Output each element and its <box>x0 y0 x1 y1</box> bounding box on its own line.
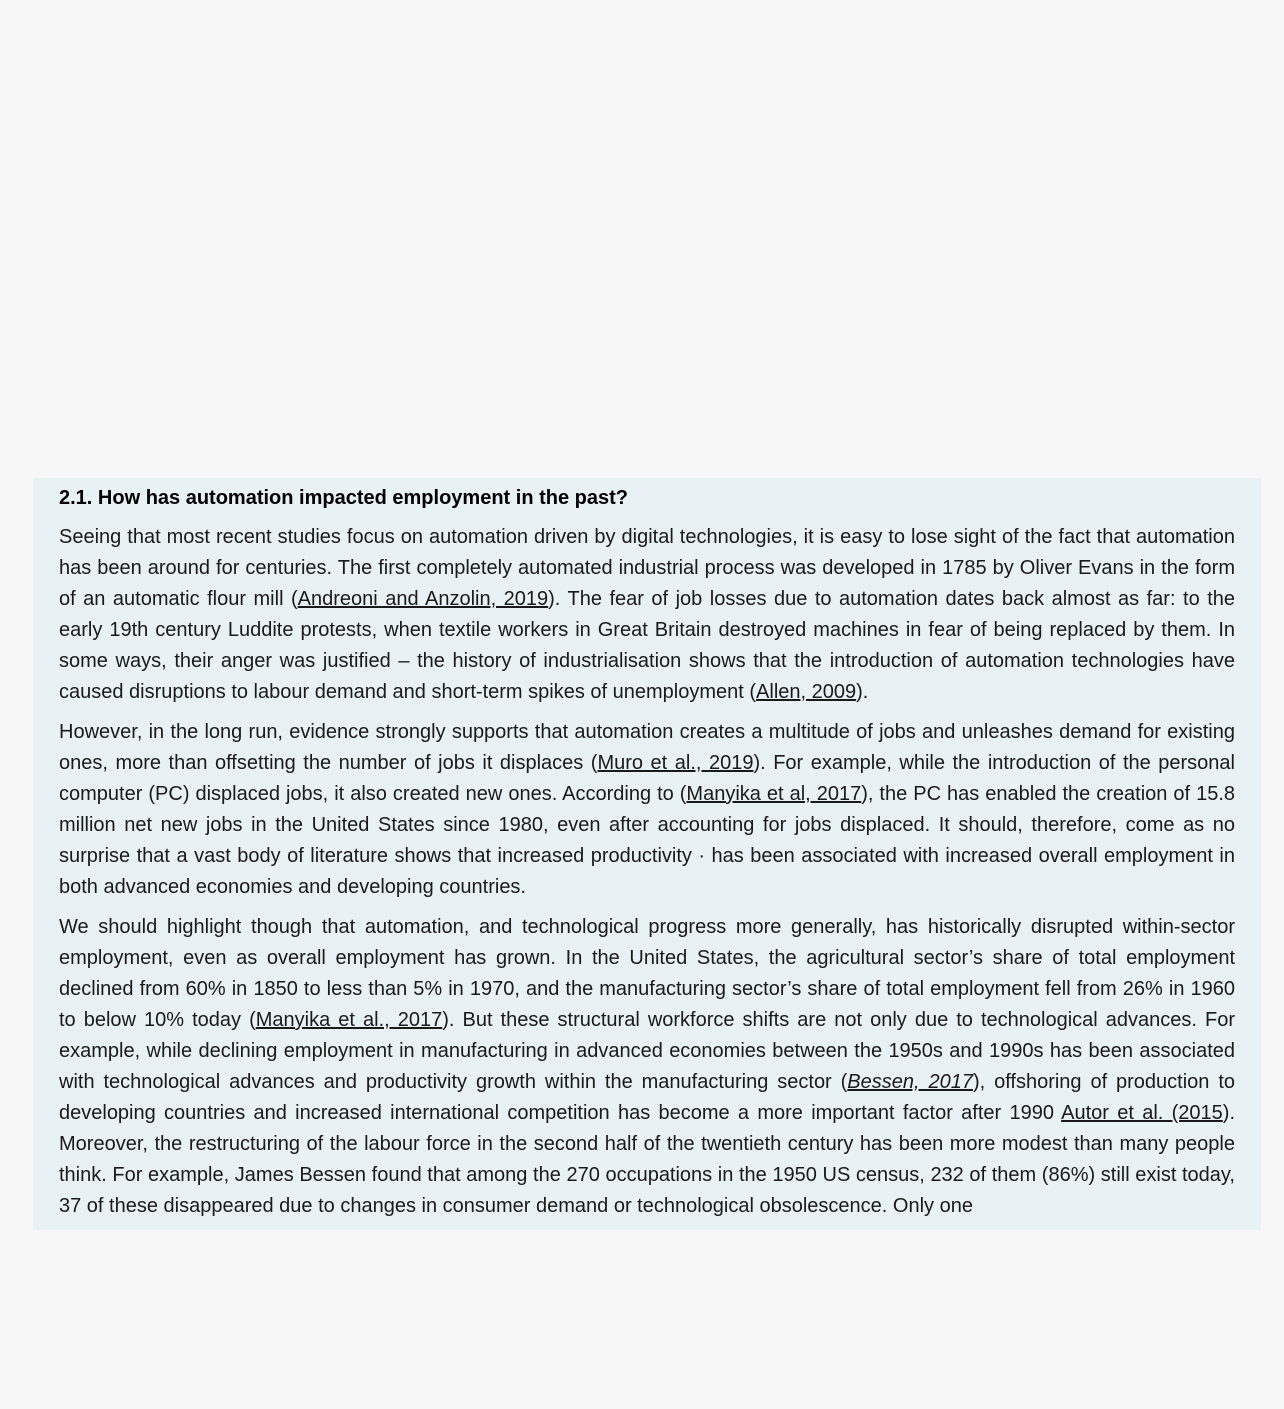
paragraph-text: ), the PC has enabled the creation of 15.8 million net new jobs in the United States since 1980, even after accounting for jobs displaced. It should, therefore, come as no surprise that a vast body of literature shows that increased productivity <box>59 783 1236 867</box>
citation-link[interactable]: Muro et al., 2019 <box>597 752 754 774</box>
citation-link[interactable]: Autor et al. (2015 <box>1061 1102 1223 1124</box>
citation-link[interactable]: Bessen, 2017 <box>847 1071 973 1093</box>
paragraph-text: ). For example, while the introduction of the personal computer (PC) displaced jobs, it also created new ones. According to ( <box>59 752 1235 805</box>
paragraph-text: However, in the long run, evidence strongly supports that automation creates a multitude of jobs and unleashes demand for existing ones, more than offsetting the number of jobs it displaces ( <box>59 721 1235 774</box>
paragraph-3 <box>59 912 1235 1222</box>
paragraph-2 <box>59 717 1235 903</box>
citation-link[interactable]: Andreoni and Anzolin, 2019 <box>297 588 549 610</box>
paragraph-text: ). <box>856 681 869 703</box>
paragraph-text: ). Moreover, the restructuring of the labour force in the second half of the twentieth century has been more modest than many people think. For example, James Bessen found that among the 270 occupations in the 1950 US census, 232 of them (86%) still exist today, 37 of these disappeared due to changes in consumer demand or technological obsolescence. Only one <box>59 1102 1235 1217</box>
citation-link[interactable]: Manyika et al., 2017 <box>255 1009 443 1031</box>
paragraph-text: · has been associated with increased overall employment in both advanced economies and developing countries. <box>59 845 1235 898</box>
citation-link[interactable]: Allen, 2009 <box>756 681 857 703</box>
paragraph-1 <box>59 522 1235 708</box>
section-heading: 2.1. How has automation impacted employment in the past? <box>59 487 628 509</box>
paragraph-text: ), offshoring of production to developing countries and increased international competition has become a more important factor after 1990 <box>59 1071 1235 1124</box>
paragraph-text: ). But these structural workforce shifts are not only due to technological advances. For example, while declining employment in manufacturing in advanced economies between the 1950s and 1990s has been associated with technological advances and productivity growth within the manufacturing sector ( <box>59 1009 1235 1093</box>
paragraph-text: ). The fear of job losses due to automation dates back almost as far: to the early 19th century Luddite protests, when textile workers in Great Britain destroyed machines in fear of being replaced by them. In some ways, their anger was justified – the history of industrialisation shows that the introduction of automation technologies have caused disruptions to labour demand and short-term spikes of unemployment ( <box>59 588 1235 703</box>
citation-link[interactable]: Manyika et al, 2017 <box>686 783 862 805</box>
article-section <box>33 478 1261 1230</box>
paragraph-text: We should highlight though that automation, and technological progress more generally, has historically disrupted within-sector employment, even as overall employment has grown. In the United States, the agricultural sector’s share of total employment declined from 60% in 1850 to less than 5% in 1970, and the manufacturing sector’s share of total employment fell from 26% in 1960 to below 10% today ( <box>59 916 1235 1031</box>
paragraph-text: Seeing that most recent studies focus on automation driven by digital technologies, it is easy to lose sight of the fact that automation has been around for centuries. The first completely automated industrial process was developed in 1785 by Oliver Evans in the form of an automatic flour mill ( <box>59 526 1235 610</box>
